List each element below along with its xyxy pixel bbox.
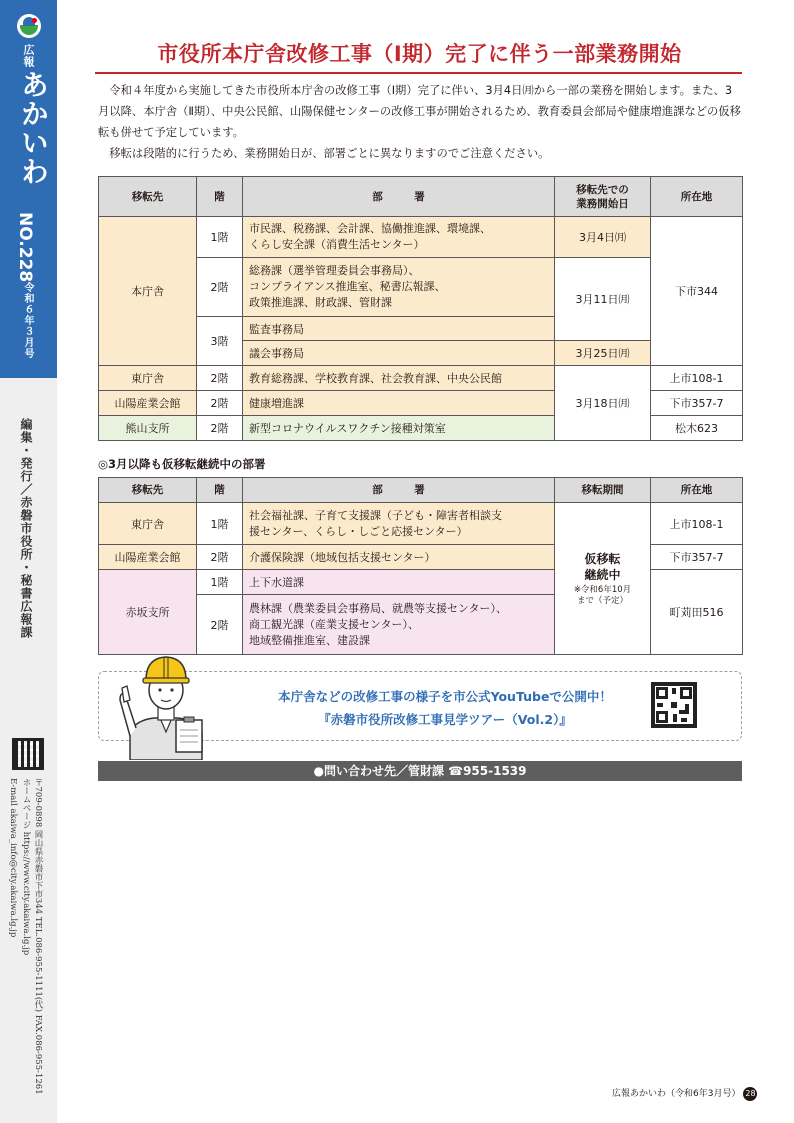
floor-cell: 3階 [197, 317, 243, 366]
intro-paragraph-2: 移転は段階的に行うため、業務開始日が、部署ごとに異なりますのでご注意ください。 [109, 147, 550, 160]
location-cell: 松木623 [651, 416, 743, 441]
sidebar-address: 〒709-0898 岡山県赤磐市下市344 TEL.086-955-1111(代) FAX.086-955-1261 [33, 778, 43, 1095]
intro-paragraph-1: 令和４年度から実施してきた市役所本庁舎の改修工事（Ⅰ期）完了に伴い、3月4日㈪から一部の業務を開始します。また、3月以降、本庁舎（Ⅱ期）、中央公民館、山陽保健センターの改修工事が開始されるため、教育委員会部局や健康増進課などの仮移転も併せて予定しています。 [98, 84, 741, 139]
floor-cell: 1階 [197, 503, 243, 545]
location-cell: 町苅田516 [651, 570, 743, 655]
floor-cell: 1階 [197, 570, 243, 595]
table-row [99, 503, 743, 545]
sidebar-qr-code-icon[interactable] [12, 738, 44, 770]
dest-cell: 山陽産業会館 [99, 545, 197, 570]
dept-cell: 上下水道課 [243, 570, 555, 595]
location-cell: 上市108-1 [651, 366, 743, 391]
dest-cell: 東庁舎 [99, 366, 197, 391]
floor-cell: 2階 [197, 545, 243, 570]
contact-bar: ●問い合わせ先／管財課 ☎955-1539 [98, 761, 742, 781]
issue-number: NO.228 [15, 212, 35, 283]
start-date-cell: 3月11日㈪ [555, 258, 651, 341]
period-cell: 仮移転 継続中 ※令和6年10月 まで（予定） [555, 503, 651, 655]
location-cell: 上市108-1 [651, 503, 743, 545]
location-cell: 下市357-7 [651, 391, 743, 416]
table-header-row [99, 177, 743, 217]
dest-honchosha: 本庁舎 [99, 217, 197, 366]
dept-cell: 教育総務課、学校教育課、社会教育課、中央公民館 [243, 366, 555, 391]
banner-line-1: 本庁舎などの改修工事の様子を市公式YouTubeで公開中！ [278, 689, 612, 704]
continuing-relocation-table [98, 477, 743, 655]
header-floor: 階 [197, 478, 243, 503]
dept-cell: 農林課（農業委員会事務局、就農等支援センター）、 商工観光課（産業支援センター）、 地域整備推進室、建設課 [243, 595, 555, 655]
header-dept: 部 署 [243, 478, 555, 503]
dept-cell: 監査事務局 [243, 317, 555, 341]
start-date-cell: 3月4日㈪ [555, 217, 651, 258]
editor-credit: 編集・発行／赤磐市役所・秘書広報課 [19, 418, 33, 639]
table-row [99, 217, 743, 258]
location-cell: 下市357-7 [651, 545, 743, 570]
page-footer [612, 1086, 757, 1101]
header-location: 所在地 [651, 478, 743, 503]
start-date-cell: 3月25日㈪ [555, 341, 651, 366]
floor-cell: 2階 [197, 366, 243, 391]
header-period: 移転期間 [555, 478, 651, 503]
header-dest: 移転先 [99, 177, 197, 217]
footer-text: 広報あかいわ（令和6年3月号） [612, 1089, 741, 1099]
dest-cell: 熊山支所 [99, 416, 197, 441]
page-number: 28 [743, 1087, 757, 1101]
table-row [99, 366, 743, 391]
dest-akasaka: 赤坂支所 [99, 570, 197, 655]
header-dept: 部 署 [243, 177, 555, 217]
masthead-kouhou: 広報 [22, 44, 35, 68]
header-dest: 移転先 [99, 478, 197, 503]
masthead-name: あかいわ [17, 70, 50, 186]
dept-cell: 市民課、税務課、会計課、協働推進課、環境課、 くらし安全課（消費生活センター） [243, 217, 555, 258]
construction-worker-icon [116, 640, 216, 760]
header-location: 所在地 [651, 177, 743, 217]
sidebar-homepage[interactable]: ホームページ https://www.city.akaiwa.lg.jp [21, 778, 31, 956]
header-start-date: 移転先での 業務開始日 [555, 177, 651, 217]
title-underline [95, 72, 742, 74]
header-floor: 階 [197, 177, 243, 217]
sidebar-email[interactable]: E-mail akaiwa_info@city.akaiwa.lg.jp [8, 778, 18, 938]
floor-cell: 2階 [197, 595, 243, 655]
relocation-schedule-table [98, 176, 743, 441]
dept-cell: 新型コロナウイルスワクチン接種対策室 [243, 416, 555, 441]
dest-cell: 東庁舎 [99, 503, 197, 545]
banner-line-2[interactable]: 『赤磐市役所改修工事見学ツアー（Vol.2）』 [318, 712, 572, 727]
floor-cell: 1階 [197, 217, 243, 258]
intro-text [98, 80, 743, 164]
issue-date: 令和６年３月号 [22, 282, 33, 359]
floor-cell: 2階 [197, 391, 243, 416]
page-title: 市役所本庁舎改修工事（Ⅰ期）完了に伴う一部業務開始 [157, 42, 682, 66]
city-logo-icon [17, 14, 41, 38]
dept-cell: 総務課（選挙管理委員会事務局）、 コンプライアンス推進室、秘書広報課、 政策推進課、財政課、管財課 [243, 258, 555, 317]
floor-cell: 2階 [197, 416, 243, 441]
start-date-cell: 3月18日㈪ [555, 366, 651, 441]
youtube-qr-code-icon[interactable] [651, 682, 697, 728]
table-header-row [99, 478, 743, 503]
dept-cell: 介護保険課（地域包括支援センター） [243, 545, 555, 570]
location-cell: 下市344 [651, 217, 743, 366]
dept-cell: 健康増進課 [243, 391, 555, 416]
dest-cell: 山陽産業会館 [99, 391, 197, 416]
floor-cell: 2階 [197, 258, 243, 317]
dept-cell: 社会福祉課、子育て支援課（子ども・障害者相談支 援センター、くらし・しごと応援センター） [243, 503, 555, 545]
dept-cell: 議会事務局 [243, 341, 555, 366]
continuing-relocation-heading: ◎3月以降も仮移転継続中の部署 [98, 457, 266, 471]
